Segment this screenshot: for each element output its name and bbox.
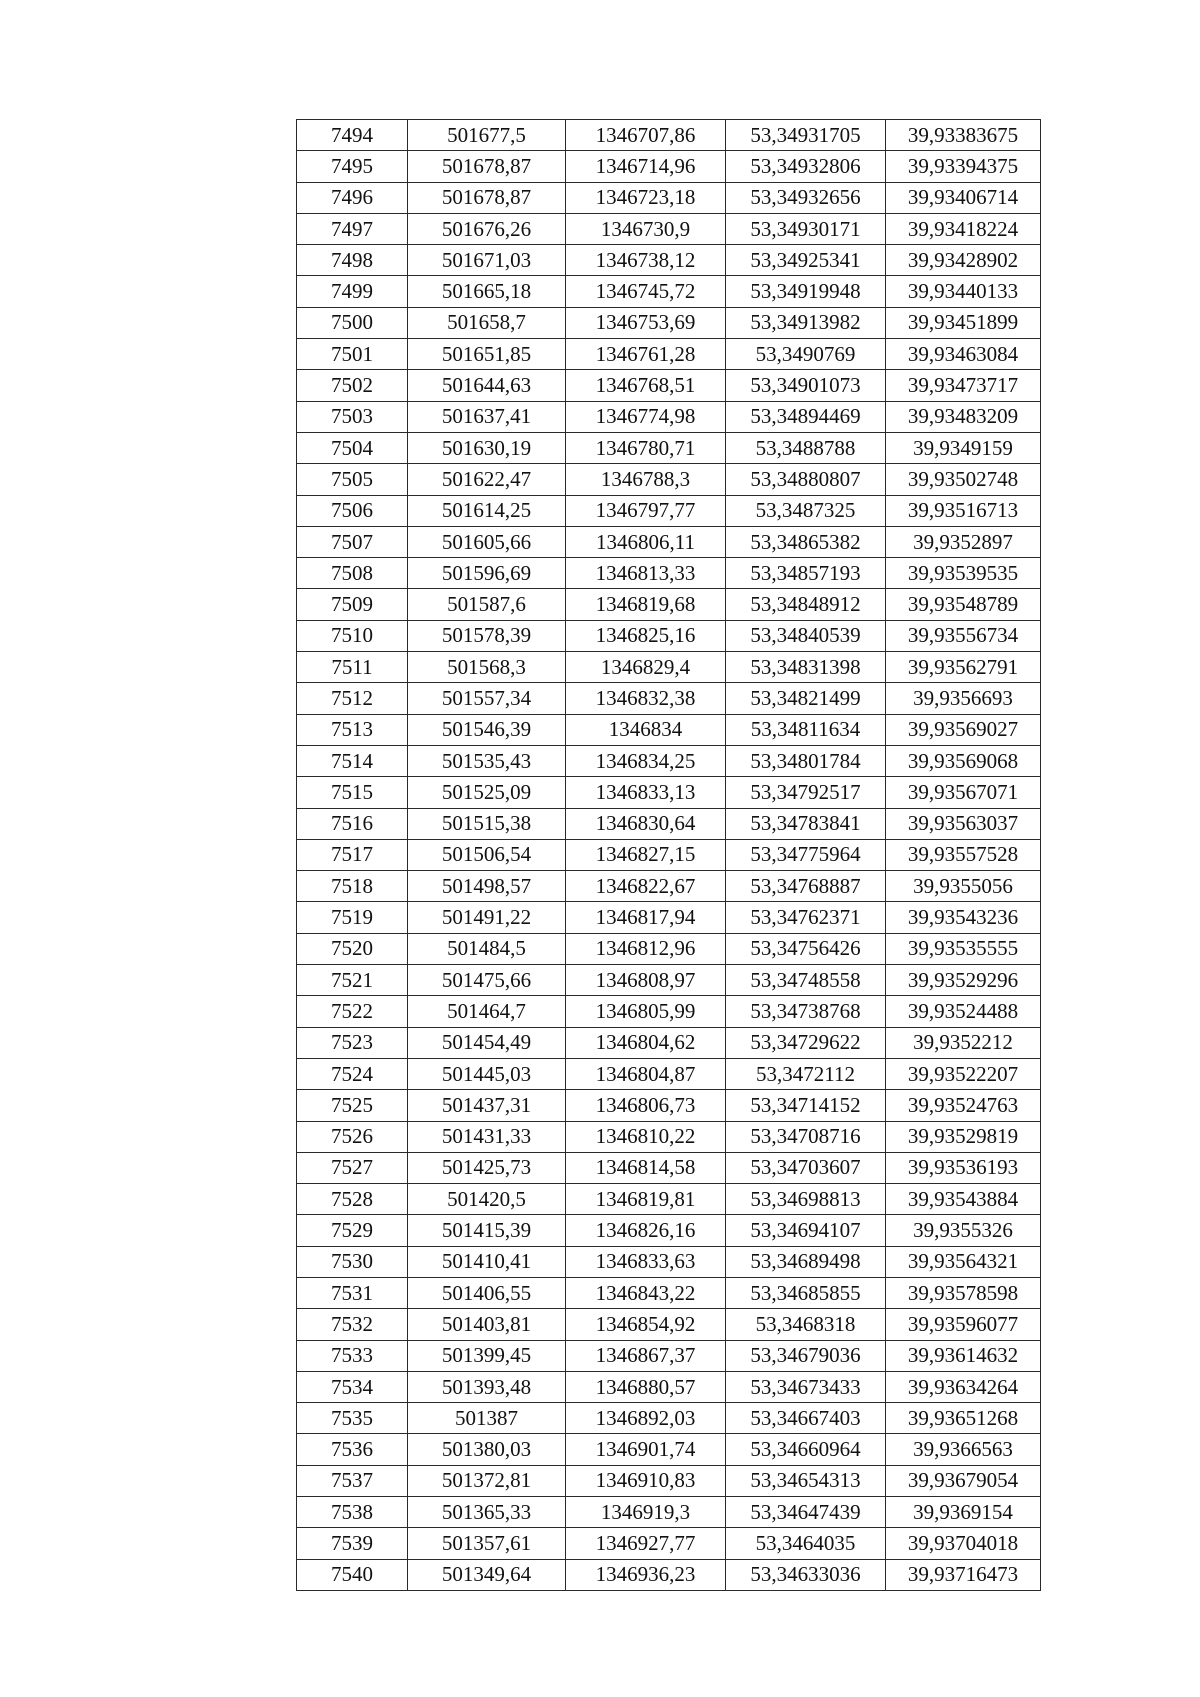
x-coordinate-cell: 501464,7 [408, 996, 566, 1027]
longitude-cell: 39,93516713 [886, 495, 1041, 526]
y-coordinate-cell: 1346833,63 [566, 1246, 726, 1277]
latitude-cell: 53,34679036 [726, 1340, 886, 1371]
y-coordinate-cell: 1346753,69 [566, 307, 726, 338]
table-row [297, 1152, 1041, 1183]
longitude-cell: 39,93578598 [886, 1277, 1041, 1308]
longitude-cell: 39,93529819 [886, 1121, 1041, 1152]
point-number-cell: 7535 [297, 1403, 408, 1434]
latitude-cell: 53,34714152 [726, 1090, 886, 1121]
y-coordinate-cell: 1346804,62 [566, 1027, 726, 1058]
y-coordinate-cell: 1346829,4 [566, 652, 726, 683]
y-coordinate-cell: 1346805,99 [566, 996, 726, 1027]
x-coordinate-cell: 501372,81 [408, 1465, 566, 1496]
point-number-cell: 7532 [297, 1309, 408, 1340]
x-coordinate-cell: 501425,73 [408, 1152, 566, 1183]
table-row [297, 1528, 1041, 1559]
x-coordinate-cell: 501676,26 [408, 213, 566, 244]
longitude-cell: 39,93524488 [886, 996, 1041, 1027]
point-number-cell: 7534 [297, 1371, 408, 1402]
x-coordinate-cell: 501410,41 [408, 1246, 566, 1277]
longitude-cell: 39,93529296 [886, 965, 1041, 996]
latitude-cell: 53,34694107 [726, 1215, 886, 1246]
table-row [297, 1215, 1041, 1246]
longitude-cell: 39,93473717 [886, 370, 1041, 401]
y-coordinate-cell: 1346843,22 [566, 1277, 726, 1308]
latitude-cell: 53,34831398 [726, 652, 886, 683]
point-number-cell: 7530 [297, 1246, 408, 1277]
latitude-cell: 53,34703607 [726, 1152, 886, 1183]
latitude-cell: 53,34919948 [726, 276, 886, 307]
y-coordinate-cell: 1346833,13 [566, 777, 726, 808]
y-coordinate-cell: 1346774,98 [566, 401, 726, 432]
latitude-cell: 53,34775964 [726, 839, 886, 870]
y-coordinate-cell: 1346817,94 [566, 902, 726, 933]
point-number-cell: 7495 [297, 151, 408, 182]
x-coordinate-cell: 501491,22 [408, 902, 566, 933]
latitude-cell: 53,34685855 [726, 1277, 886, 1308]
table-row [297, 933, 1041, 964]
point-number-cell: 7531 [297, 1277, 408, 1308]
y-coordinate-cell: 1346788,3 [566, 464, 726, 495]
latitude-cell: 53,34667403 [726, 1403, 886, 1434]
latitude-cell: 53,34738768 [726, 996, 886, 1027]
x-coordinate-cell: 501671,03 [408, 245, 566, 276]
x-coordinate-cell: 501437,31 [408, 1090, 566, 1121]
longitude-cell: 39,93567071 [886, 777, 1041, 808]
point-number-cell: 7536 [297, 1434, 408, 1465]
y-coordinate-cell: 1346714,96 [566, 151, 726, 182]
x-coordinate-cell: 501403,81 [408, 1309, 566, 1340]
point-number-cell: 7524 [297, 1058, 408, 1089]
point-number-cell: 7494 [297, 120, 408, 151]
x-coordinate-cell: 501637,41 [408, 401, 566, 432]
longitude-cell: 39,93428902 [886, 245, 1041, 276]
point-number-cell: 7521 [297, 965, 408, 996]
x-coordinate-cell: 501387 [408, 1403, 566, 1434]
point-number-cell: 7540 [297, 1559, 408, 1590]
latitude-cell: 53,34931705 [726, 120, 886, 151]
table-row [297, 839, 1041, 870]
table-row [297, 370, 1041, 401]
table-row [297, 1434, 1041, 1465]
y-coordinate-cell: 1346761,28 [566, 339, 726, 370]
latitude-cell: 53,3468318 [726, 1309, 886, 1340]
x-coordinate-cell: 501349,64 [408, 1559, 566, 1590]
latitude-cell: 53,3464035 [726, 1528, 886, 1559]
y-coordinate-cell: 1346812,96 [566, 933, 726, 964]
table-row [297, 652, 1041, 683]
table-row [297, 245, 1041, 276]
y-coordinate-cell: 1346827,15 [566, 839, 726, 870]
longitude-cell: 39,93543236 [886, 902, 1041, 933]
longitude-cell: 39,9349159 [886, 432, 1041, 463]
y-coordinate-cell: 1346723,18 [566, 182, 726, 213]
table-row [297, 1559, 1041, 1590]
table-row [297, 307, 1041, 338]
longitude-cell: 39,93716473 [886, 1559, 1041, 1590]
x-coordinate-cell: 501357,61 [408, 1528, 566, 1559]
x-coordinate-cell: 501546,39 [408, 714, 566, 745]
x-coordinate-cell: 501605,66 [408, 526, 566, 557]
point-number-cell: 7519 [297, 902, 408, 933]
longitude-cell: 39,93614632 [886, 1340, 1041, 1371]
latitude-cell: 53,34654313 [726, 1465, 886, 1496]
latitude-cell: 53,34660964 [726, 1434, 886, 1465]
table-row [297, 213, 1041, 244]
y-coordinate-cell: 1346880,57 [566, 1371, 726, 1402]
longitude-cell: 39,93539535 [886, 558, 1041, 589]
longitude-cell: 39,93569068 [886, 745, 1041, 776]
x-coordinate-cell: 501498,57 [408, 871, 566, 902]
table-row [297, 1465, 1041, 1496]
table-row [297, 151, 1041, 182]
longitude-cell: 39,9369154 [886, 1497, 1041, 1528]
x-coordinate-cell: 501393,48 [408, 1371, 566, 1402]
latitude-cell: 53,34801784 [726, 745, 886, 776]
y-coordinate-cell: 1346768,51 [566, 370, 726, 401]
longitude-cell: 39,93524763 [886, 1090, 1041, 1121]
y-coordinate-cell: 1346745,72 [566, 276, 726, 307]
table-row [297, 120, 1041, 151]
x-coordinate-cell: 501454,49 [408, 1027, 566, 1058]
latitude-cell: 53,3490769 [726, 339, 886, 370]
longitude-cell: 39,93406714 [886, 182, 1041, 213]
longitude-cell: 39,93596077 [886, 1309, 1041, 1340]
table-row [297, 808, 1041, 839]
table-row [297, 996, 1041, 1027]
table-row [297, 526, 1041, 557]
point-number-cell: 7508 [297, 558, 408, 589]
y-coordinate-cell: 1346819,68 [566, 589, 726, 620]
point-number-cell: 7510 [297, 620, 408, 651]
latitude-cell: 53,34708716 [726, 1121, 886, 1152]
longitude-cell: 39,93563037 [886, 808, 1041, 839]
table-row [297, 965, 1041, 996]
table-row [297, 871, 1041, 902]
y-coordinate-cell: 1346910,83 [566, 1465, 726, 1496]
coordinates-table-body [297, 120, 1041, 1591]
table-row [297, 620, 1041, 651]
y-coordinate-cell: 1346919,3 [566, 1497, 726, 1528]
table-row [297, 1309, 1041, 1340]
x-coordinate-cell: 501568,3 [408, 652, 566, 683]
longitude-cell: 39,93634264 [886, 1371, 1041, 1402]
latitude-cell: 53,34932656 [726, 182, 886, 213]
x-coordinate-cell: 501506,54 [408, 839, 566, 870]
point-number-cell: 7513 [297, 714, 408, 745]
y-coordinate-cell: 1346892,03 [566, 1403, 726, 1434]
y-coordinate-cell: 1346832,38 [566, 683, 726, 714]
x-coordinate-cell: 501484,5 [408, 933, 566, 964]
table-row [297, 714, 1041, 745]
x-coordinate-cell: 501614,25 [408, 495, 566, 526]
x-coordinate-cell: 501622,47 [408, 464, 566, 495]
longitude-cell: 39,93483209 [886, 401, 1041, 432]
latitude-cell: 53,34894469 [726, 401, 886, 432]
table-row [297, 1277, 1041, 1308]
table-row [297, 1246, 1041, 1277]
point-number-cell: 7503 [297, 401, 408, 432]
table-row [297, 1403, 1041, 1434]
table-row [297, 777, 1041, 808]
point-number-cell: 7512 [297, 683, 408, 714]
longitude-cell: 39,9352897 [886, 526, 1041, 557]
latitude-cell: 53,3488788 [726, 432, 886, 463]
longitude-cell: 39,93535555 [886, 933, 1041, 964]
latitude-cell: 53,34857193 [726, 558, 886, 589]
y-coordinate-cell: 1346738,12 [566, 245, 726, 276]
x-coordinate-cell: 501658,7 [408, 307, 566, 338]
table-row [297, 902, 1041, 933]
x-coordinate-cell: 501677,5 [408, 120, 566, 151]
latitude-cell: 53,34762371 [726, 902, 886, 933]
x-coordinate-cell: 501525,09 [408, 777, 566, 808]
longitude-cell: 39,93418224 [886, 213, 1041, 244]
x-coordinate-cell: 501380,03 [408, 1434, 566, 1465]
table-row [297, 182, 1041, 213]
point-number-cell: 7520 [297, 933, 408, 964]
latitude-cell: 53,34930171 [726, 213, 886, 244]
y-coordinate-cell: 1346804,87 [566, 1058, 726, 1089]
longitude-cell: 39,93536193 [886, 1152, 1041, 1183]
point-number-cell: 7516 [297, 808, 408, 839]
point-number-cell: 7537 [297, 1465, 408, 1496]
point-number-cell: 7528 [297, 1184, 408, 1215]
x-coordinate-cell: 501406,55 [408, 1277, 566, 1308]
latitude-cell: 53,3487325 [726, 495, 886, 526]
latitude-cell: 53,34925341 [726, 245, 886, 276]
latitude-cell: 53,34880807 [726, 464, 886, 495]
point-number-cell: 7498 [297, 245, 408, 276]
latitude-cell: 53,34633036 [726, 1559, 886, 1590]
latitude-cell: 53,34783841 [726, 808, 886, 839]
table-row [297, 339, 1041, 370]
y-coordinate-cell: 1346813,33 [566, 558, 726, 589]
y-coordinate-cell: 1346901,74 [566, 1434, 726, 1465]
latitude-cell: 53,34792517 [726, 777, 886, 808]
y-coordinate-cell: 1346707,86 [566, 120, 726, 151]
latitude-cell: 53,34748558 [726, 965, 886, 996]
point-number-cell: 7538 [297, 1497, 408, 1528]
point-number-cell: 7505 [297, 464, 408, 495]
x-coordinate-cell: 501445,03 [408, 1058, 566, 1089]
y-coordinate-cell: 1346822,67 [566, 871, 726, 902]
longitude-cell: 39,93569027 [886, 714, 1041, 745]
longitude-cell: 39,93548789 [886, 589, 1041, 620]
x-coordinate-cell: 501515,38 [408, 808, 566, 839]
y-coordinate-cell: 1346867,37 [566, 1340, 726, 1371]
y-coordinate-cell: 1346806,73 [566, 1090, 726, 1121]
longitude-cell: 39,93451899 [886, 307, 1041, 338]
x-coordinate-cell: 501596,69 [408, 558, 566, 589]
x-coordinate-cell: 501630,19 [408, 432, 566, 463]
longitude-cell: 39,9366563 [886, 1434, 1041, 1465]
latitude-cell: 53,34840539 [726, 620, 886, 651]
latitude-cell: 53,3472112 [726, 1058, 886, 1089]
latitude-cell: 53,34689498 [726, 1246, 886, 1277]
y-coordinate-cell: 1346825,16 [566, 620, 726, 651]
table-row [297, 1090, 1041, 1121]
latitude-cell: 53,34647439 [726, 1497, 886, 1528]
latitude-cell: 53,34673433 [726, 1371, 886, 1402]
x-coordinate-cell: 501535,43 [408, 745, 566, 776]
table-row [297, 558, 1041, 589]
table-row [297, 495, 1041, 526]
longitude-cell: 39,9352212 [886, 1027, 1041, 1058]
x-coordinate-cell: 501644,63 [408, 370, 566, 401]
point-number-cell: 7506 [297, 495, 408, 526]
point-number-cell: 7504 [297, 432, 408, 463]
table-row [297, 1184, 1041, 1215]
y-coordinate-cell: 1346780,71 [566, 432, 726, 463]
point-number-cell: 7523 [297, 1027, 408, 1058]
point-number-cell: 7497 [297, 213, 408, 244]
x-coordinate-cell: 501651,85 [408, 339, 566, 370]
y-coordinate-cell: 1346810,22 [566, 1121, 726, 1152]
x-coordinate-cell: 501420,5 [408, 1184, 566, 1215]
x-coordinate-cell: 501431,33 [408, 1121, 566, 1152]
longitude-cell: 39,93679054 [886, 1465, 1041, 1496]
point-number-cell: 7533 [297, 1340, 408, 1371]
longitude-cell: 39,93556734 [886, 620, 1041, 651]
table-row [297, 1027, 1041, 1058]
latitude-cell: 53,34698813 [726, 1184, 886, 1215]
x-coordinate-cell: 501587,6 [408, 589, 566, 620]
table-row [297, 589, 1041, 620]
x-coordinate-cell: 501678,87 [408, 151, 566, 182]
y-coordinate-cell: 1346854,92 [566, 1309, 726, 1340]
table-row [297, 276, 1041, 307]
y-coordinate-cell: 1346927,77 [566, 1528, 726, 1559]
y-coordinate-cell: 1346730,9 [566, 213, 726, 244]
point-number-cell: 7517 [297, 839, 408, 870]
x-coordinate-cell: 501365,33 [408, 1497, 566, 1528]
point-number-cell: 7522 [297, 996, 408, 1027]
point-number-cell: 7518 [297, 871, 408, 902]
y-coordinate-cell: 1346797,77 [566, 495, 726, 526]
point-number-cell: 7526 [297, 1121, 408, 1152]
point-number-cell: 7515 [297, 777, 408, 808]
longitude-cell: 39,93383675 [886, 120, 1041, 151]
x-coordinate-cell: 501399,45 [408, 1340, 566, 1371]
longitude-cell: 39,93543884 [886, 1184, 1041, 1215]
longitude-cell: 39,93440133 [886, 276, 1041, 307]
latitude-cell: 53,34913982 [726, 307, 886, 338]
latitude-cell: 53,34756426 [726, 933, 886, 964]
longitude-cell: 39,93704018 [886, 1528, 1041, 1559]
point-number-cell: 7502 [297, 370, 408, 401]
y-coordinate-cell: 1346819,81 [566, 1184, 726, 1215]
point-number-cell: 7539 [297, 1528, 408, 1559]
longitude-cell: 39,9355326 [886, 1215, 1041, 1246]
point-number-cell: 7527 [297, 1152, 408, 1183]
point-number-cell: 7525 [297, 1090, 408, 1121]
latitude-cell: 53,34848912 [726, 589, 886, 620]
y-coordinate-cell: 1346826,16 [566, 1215, 726, 1246]
table-row [297, 745, 1041, 776]
y-coordinate-cell: 1346834,25 [566, 745, 726, 776]
x-coordinate-cell: 501578,39 [408, 620, 566, 651]
coordinates-table [296, 119, 1041, 1591]
latitude-cell: 53,34811634 [726, 714, 886, 745]
x-coordinate-cell: 501415,39 [408, 1215, 566, 1246]
y-coordinate-cell: 1346808,97 [566, 965, 726, 996]
table-row [297, 1121, 1041, 1152]
y-coordinate-cell: 1346834 [566, 714, 726, 745]
table-row [297, 1058, 1041, 1089]
longitude-cell: 39,93394375 [886, 151, 1041, 182]
x-coordinate-cell: 501475,66 [408, 965, 566, 996]
point-number-cell: 7529 [297, 1215, 408, 1246]
latitude-cell: 53,34768887 [726, 871, 886, 902]
point-number-cell: 7499 [297, 276, 408, 307]
table-row [297, 464, 1041, 495]
table-row [297, 1497, 1041, 1528]
point-number-cell: 7500 [297, 307, 408, 338]
longitude-cell: 39,9356693 [886, 683, 1041, 714]
longitude-cell: 39,93564321 [886, 1246, 1041, 1277]
latitude-cell: 53,34901073 [726, 370, 886, 401]
table-row [297, 432, 1041, 463]
latitude-cell: 53,34821499 [726, 683, 886, 714]
point-number-cell: 7496 [297, 182, 408, 213]
point-number-cell: 7501 [297, 339, 408, 370]
point-number-cell: 7509 [297, 589, 408, 620]
longitude-cell: 39,93522207 [886, 1058, 1041, 1089]
longitude-cell: 39,9355056 [886, 871, 1041, 902]
table-row [297, 401, 1041, 432]
point-number-cell: 7511 [297, 652, 408, 683]
latitude-cell: 53,34932806 [726, 151, 886, 182]
longitude-cell: 39,93502748 [886, 464, 1041, 495]
longitude-cell: 39,93557528 [886, 839, 1041, 870]
y-coordinate-cell: 1346806,11 [566, 526, 726, 557]
longitude-cell: 39,93463084 [886, 339, 1041, 370]
y-coordinate-cell: 1346814,58 [566, 1152, 726, 1183]
table-row [297, 1371, 1041, 1402]
table-row [297, 683, 1041, 714]
latitude-cell: 53,34729622 [726, 1027, 886, 1058]
point-number-cell: 7514 [297, 745, 408, 776]
longitude-cell: 39,93651268 [886, 1403, 1041, 1434]
table-row [297, 1340, 1041, 1371]
x-coordinate-cell: 501665,18 [408, 276, 566, 307]
x-coordinate-cell: 501678,87 [408, 182, 566, 213]
x-coordinate-cell: 501557,34 [408, 683, 566, 714]
y-coordinate-cell: 1346830,64 [566, 808, 726, 839]
longitude-cell: 39,93562791 [886, 652, 1041, 683]
point-number-cell: 7507 [297, 526, 408, 557]
latitude-cell: 53,34865382 [726, 526, 886, 557]
y-coordinate-cell: 1346936,23 [566, 1559, 726, 1590]
